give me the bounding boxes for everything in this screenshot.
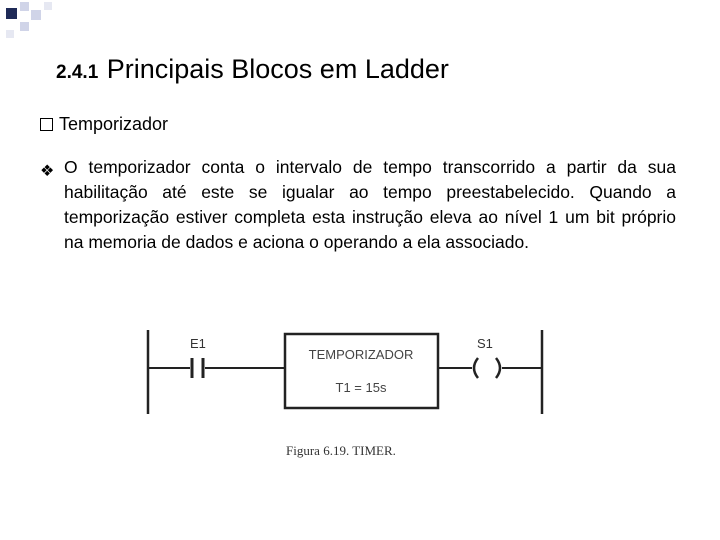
paragraph-text: O temporizador conta o intervalo de tempo transcorrido a partir da sua habilitação até este se igualar ao tempo preestabelecido. Quando a temporização estiver completa esta instrução eleva ao nível 1 um bit próprio na memoria de dados e aciona o operando a ela associado. xyxy=(64,157,676,252)
section-number: 2.4.1 xyxy=(56,62,99,83)
coil-label: S1 xyxy=(477,336,493,351)
diamond-bullet-icon: ❖ xyxy=(40,163,55,180)
section-title: Principais Blocos em Ladder xyxy=(106,54,449,84)
bullet-label: Temporizador xyxy=(59,114,169,134)
bullet-item xyxy=(40,114,168,135)
contact-label: E1 xyxy=(190,336,206,351)
timer-block-value: T1 = 15s xyxy=(335,380,387,395)
paragraph xyxy=(40,155,676,255)
contact-e1 xyxy=(190,336,206,378)
timer-block-title: TEMPORIZADOR xyxy=(308,347,414,362)
ladder-diagram xyxy=(140,320,560,420)
figure-caption: Figura 6.19. TIMER. xyxy=(286,443,396,458)
corner-decoration xyxy=(0,0,60,44)
coil-s1 xyxy=(474,336,500,378)
square-bullet-icon xyxy=(40,118,53,131)
timer-block xyxy=(285,334,438,408)
page-title xyxy=(56,54,449,85)
